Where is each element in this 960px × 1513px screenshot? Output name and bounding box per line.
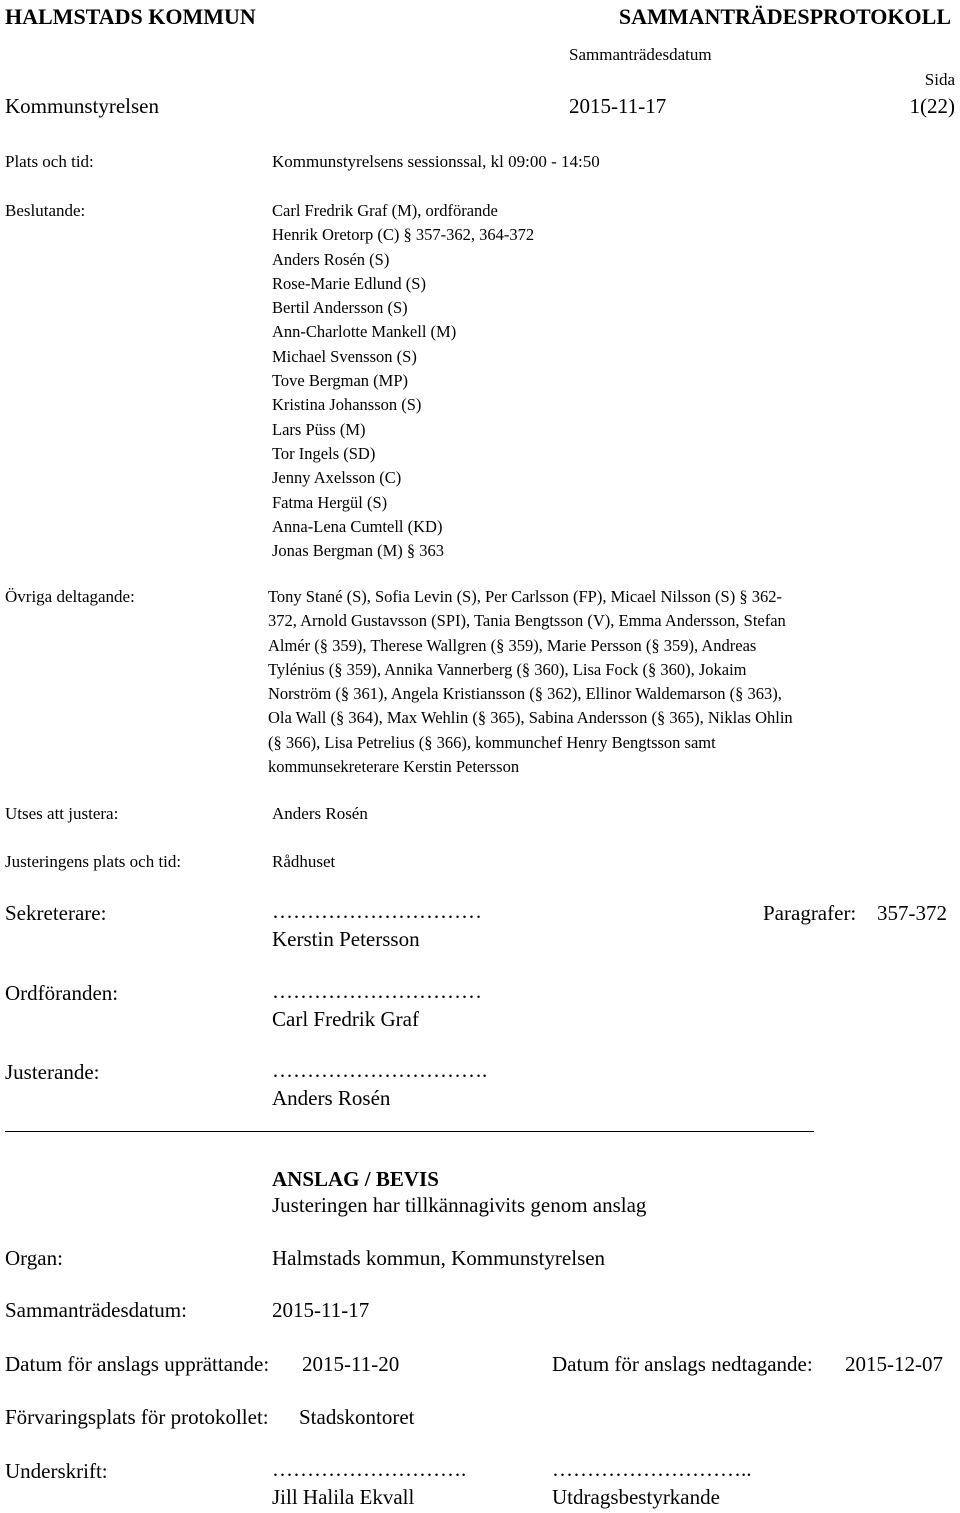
participants-line: Tylénius (§ 359), Annika Vannerberg (§ 360), Lisa Fock (§ 360), Jokaim <box>268 659 747 679</box>
meeting-date-label: Sammanträdesdatum <box>569 45 712 64</box>
section-divider <box>5 1131 814 1132</box>
signatory-name-1: Jill Halila Ekvall <box>272 1485 415 1509</box>
organ-label: Organ: <box>5 1246 63 1270</box>
member: Kristina Johansson (S) <box>272 395 422 415</box>
adjuster-label: Utses att justera: <box>5 804 119 823</box>
participants-line: 372, Arnold Gustavsson (SPI), Tania Bengtsson (V), Emma Andersson, Stefan <box>268 611 786 631</box>
decision-makers-list <box>272 199 534 563</box>
member: Lars Püss (M) <box>272 419 366 439</box>
secretary-label: Sekreterare: <box>5 901 107 925</box>
member: Tor Ingels (SD) <box>272 443 376 463</box>
participants-line: Tony Stané (S), Sofia Levin (S), Per Carlsson (FP), Micael Nilsson (S) § 362- <box>268 587 782 606</box>
paragraphs-value: 357-372 <box>877 901 947 925</box>
removal-date-value: 2015-12-07 <box>845 1352 943 1376</box>
meeting-date-label-2: Sammanträdesdatum: <box>5 1298 187 1322</box>
place-value: Kommunstyrelsens sessionssal, kl 09:00 - 14:50 <box>272 152 600 171</box>
adjuster-signature-line: …………………………. <box>272 1058 488 1082</box>
decision-makers-label: Beslutande: <box>5 201 86 220</box>
adjust-place-value: Rådhuset <box>272 852 336 871</box>
member: Anna-Lena Cumtell (KD) <box>272 516 443 536</box>
storage-value: Stadskontoret <box>299 1405 415 1429</box>
member: Ann-Charlotte Mankell (M) <box>272 322 457 342</box>
posting-date-value: 2015-11-20 <box>302 1352 400 1376</box>
page-label: Sida <box>924 70 955 89</box>
member: Henrik Oretorp (C) § 357-362, 364-372 <box>272 225 535 245</box>
member: Fatma Hergül (S) <box>272 492 388 512</box>
notice-title: ANSLAG / BEVIS <box>272 1167 439 1191</box>
storage-label: Förvaringsplats för protokollet: <box>5 1405 269 1429</box>
participants-line: Ola Wall (§ 364), Max Wehlin (§ 365), Sabina Andersson (§ 365), Niklas Ohlin <box>268 708 793 728</box>
chair-signature-line: ………………………… <box>272 979 482 1003</box>
removal-date-label: Datum för anslags nedtagande: <box>552 1352 813 1376</box>
participants-line: kommunsekreterare Kerstin Petersson <box>268 757 520 777</box>
member: Tove Bergman (MP) <box>272 371 409 391</box>
participants-line: (§ 366), Lisa Petrelius (§ 366), kommunchef Henry Bengtsson samt <box>268 732 716 752</box>
chair-name: Carl Fredrik Graf <box>272 1007 419 1031</box>
member: Bertil Andersson (S) <box>272 298 408 318</box>
municipality-name: HALMSTADS KOMMUN <box>5 4 256 29</box>
meeting-date: 2015-11-17 <box>569 94 667 118</box>
adjuster-value: Anders Rosén <box>272 804 368 823</box>
posting-date-label: Datum för anslags upprättande: <box>5 1352 270 1376</box>
participants-line: Norström (§ 361), Angela Kristiansson (§ 362), Ellinor Waldemarson (§ 363), <box>268 684 782 704</box>
adjuster-name: Anders Rosén <box>272 1086 391 1110</box>
signature-label: Underskrift: <box>5 1459 108 1483</box>
signatory-name-2: Utdragsbestyrkande <box>552 1485 720 1509</box>
other-participants-list <box>268 585 793 779</box>
page-number: 1(22) <box>909 94 955 118</box>
meeting-date-value-2: 2015-11-17 <box>272 1298 370 1322</box>
organ-value: Halmstads kommun, Kommunstyrelsen <box>272 1246 606 1270</box>
participants-line: Almér (§ 359), Therese Wallgren (§ 359), Marie Persson (§ 359), Andreas <box>268 635 757 655</box>
paragraphs-label: Paragrafer: <box>763 901 857 925</box>
member: Carl Fredrik Graf (M), ordförande <box>272 201 498 220</box>
member: Jenny Axelsson (C) <box>272 468 402 488</box>
notice-subtitle: Justeringen har tillkännagivits genom anslag <box>272 1193 647 1217</box>
adjuster-signature-label: Justerande: <box>5 1060 100 1084</box>
chair-label: Ordföranden: <box>5 981 119 1005</box>
member: Jonas Bergman (M) § 363 <box>272 541 445 561</box>
signature-line-1: ………………………. <box>272 1457 467 1481</box>
place-label: Plats och tid: <box>5 152 94 171</box>
member: Rose-Marie Edlund (S) <box>272 273 426 293</box>
other-participants-label: Övriga deltagande: <box>5 587 135 606</box>
member: Anders Rosén (S) <box>272 249 390 269</box>
secretary-name: Kerstin Petersson <box>272 927 420 951</box>
secretary-signature-line: ………………………… <box>272 899 482 923</box>
member: Michael Svensson (S) <box>272 346 417 366</box>
signature-line-2: ……………………….. <box>552 1457 752 1481</box>
adjust-place-label: Justeringens plats och tid: <box>5 852 182 871</box>
committee-name: Kommunstyrelsen <box>5 94 159 118</box>
document-type: SAMMANTRÄDESPROTOKOLL <box>618 4 951 29</box>
